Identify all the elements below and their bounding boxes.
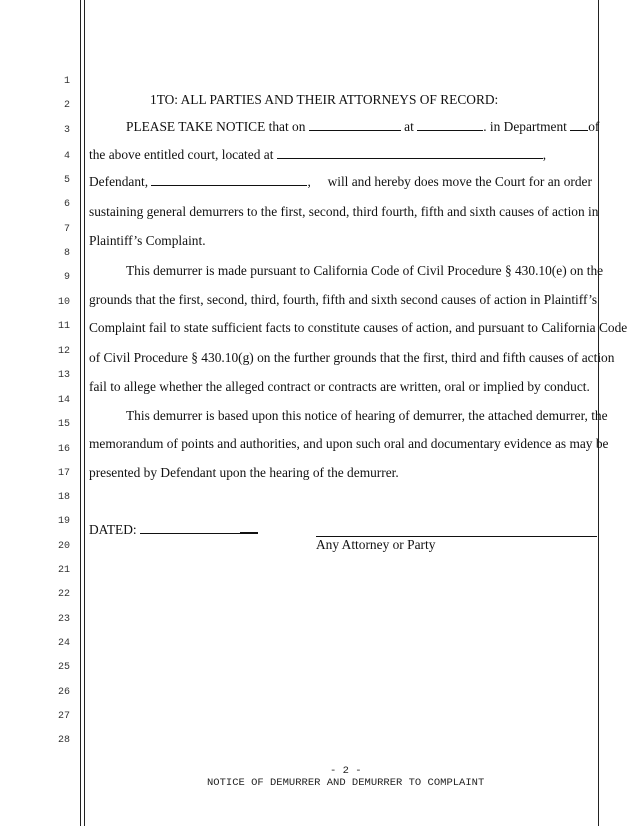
court-address-blank[interactable] [277,147,543,159]
notice-text-7: Defendant, [89,174,149,189]
line-number: 27 [57,711,70,722]
notice-line-1 [126,119,599,135]
page-number: - 2 - [330,765,362,777]
left-margin-rule-outer [80,0,81,826]
date-blank[interactable] [309,119,401,131]
notice-text-8: , [307,174,311,189]
dated-blank[interactable] [140,522,240,534]
line-number: 10 [57,297,70,308]
notice-text-2: at [404,119,414,134]
notice-text-9: will and hereby does move the Court for an order [327,174,592,189]
line-number: 9 [63,272,70,283]
line-number: 24 [57,638,70,649]
notice-text-3: . in Department [483,119,567,134]
line-number: 28 [57,735,70,746]
line-number: 21 [57,565,70,576]
document-footer-title: NOTICE OF DEMURRER AND DEMURRER TO COMPLAINT [207,777,485,789]
line-number: 16 [57,444,70,455]
document-heading: 1TO: ALL PARTIES AND THEIR ATTORNEYS OF RECORD: [150,92,499,107]
dated-line [89,521,258,538]
notice-text-6: , [542,147,547,162]
line-number: 4 [63,151,70,162]
paragraph3-line-3: presented by Defendant upon the hearing of the demurrer. [89,465,399,480]
paragraph2-line-1: This demurrer is made pursuant to California Code of Civil Procedure § 430.10(e) on the [126,263,604,278]
line-number: 22 [57,589,70,600]
time-blank[interactable] [417,119,483,131]
signer-label: Any Attorney or Party [316,537,436,552]
line-number: 5 [63,175,70,186]
notice-line-3 [89,174,592,190]
paragraph2-line-2: grounds that the first, second, third, fourth, fifth and sixth second causes of action in Plaintiff’s [89,292,598,307]
line-number: 8 [63,248,70,259]
line-number: 18 [57,492,70,503]
line-number: 23 [57,614,70,625]
line-number: 17 [57,468,70,479]
line-number: 11 [57,321,70,332]
line-number: 25 [57,662,70,673]
paragraph3-line-1: This demurrer is based upon this notice of hearing of demurrer, the attached demurrer, the [126,408,608,423]
notice-line-4: sustaining general demurrers to the first, second, third fourth, fifth and sixth causes of action in [89,204,599,219]
line-number: 1 [63,76,70,87]
notice-text-5: the above entitled court, located at [89,147,274,162]
paragraph3-line-2: memorandum of points and authorities, and upon such oral and documentary evidence as may be [89,436,609,451]
dated-blank-extension [240,521,258,534]
line-number: 19 [57,516,70,527]
line-number: 3 [63,125,70,136]
line-number: 20 [57,541,70,552]
defendant-name-blank[interactable] [151,174,307,186]
line-number: 2 [63,100,70,111]
line-number: 26 [57,687,70,698]
notice-line-2 [89,147,546,163]
line-number: 13 [57,370,70,381]
line-number: 12 [57,346,70,357]
paragraph2-line-4: of Civil Procedure § 430.10(g) on the further grounds that the first, third and fifth causes of action [89,350,615,365]
paragraph2-line-3: Complaint fail to state sufficient facts to constitute causes of action, and pursuant to California Code [89,320,628,335]
line-number: 7 [63,224,70,235]
dated-label: DATED: [89,522,137,537]
paragraph2-line-5: fail to allege whether the alleged contract or contracts are written, oral or implied by conduct. [89,379,590,394]
department-blank[interactable] [570,119,588,131]
left-margin-rule-inner [84,0,85,826]
notice-text-1: PLEASE TAKE NOTICE that on [126,119,306,134]
notice-line-5: Plaintiff’s Complaint. [89,233,206,248]
notice-text-4: of [588,119,600,134]
line-number: 14 [57,395,70,406]
line-number: 6 [63,199,70,210]
line-number: 15 [57,419,70,430]
